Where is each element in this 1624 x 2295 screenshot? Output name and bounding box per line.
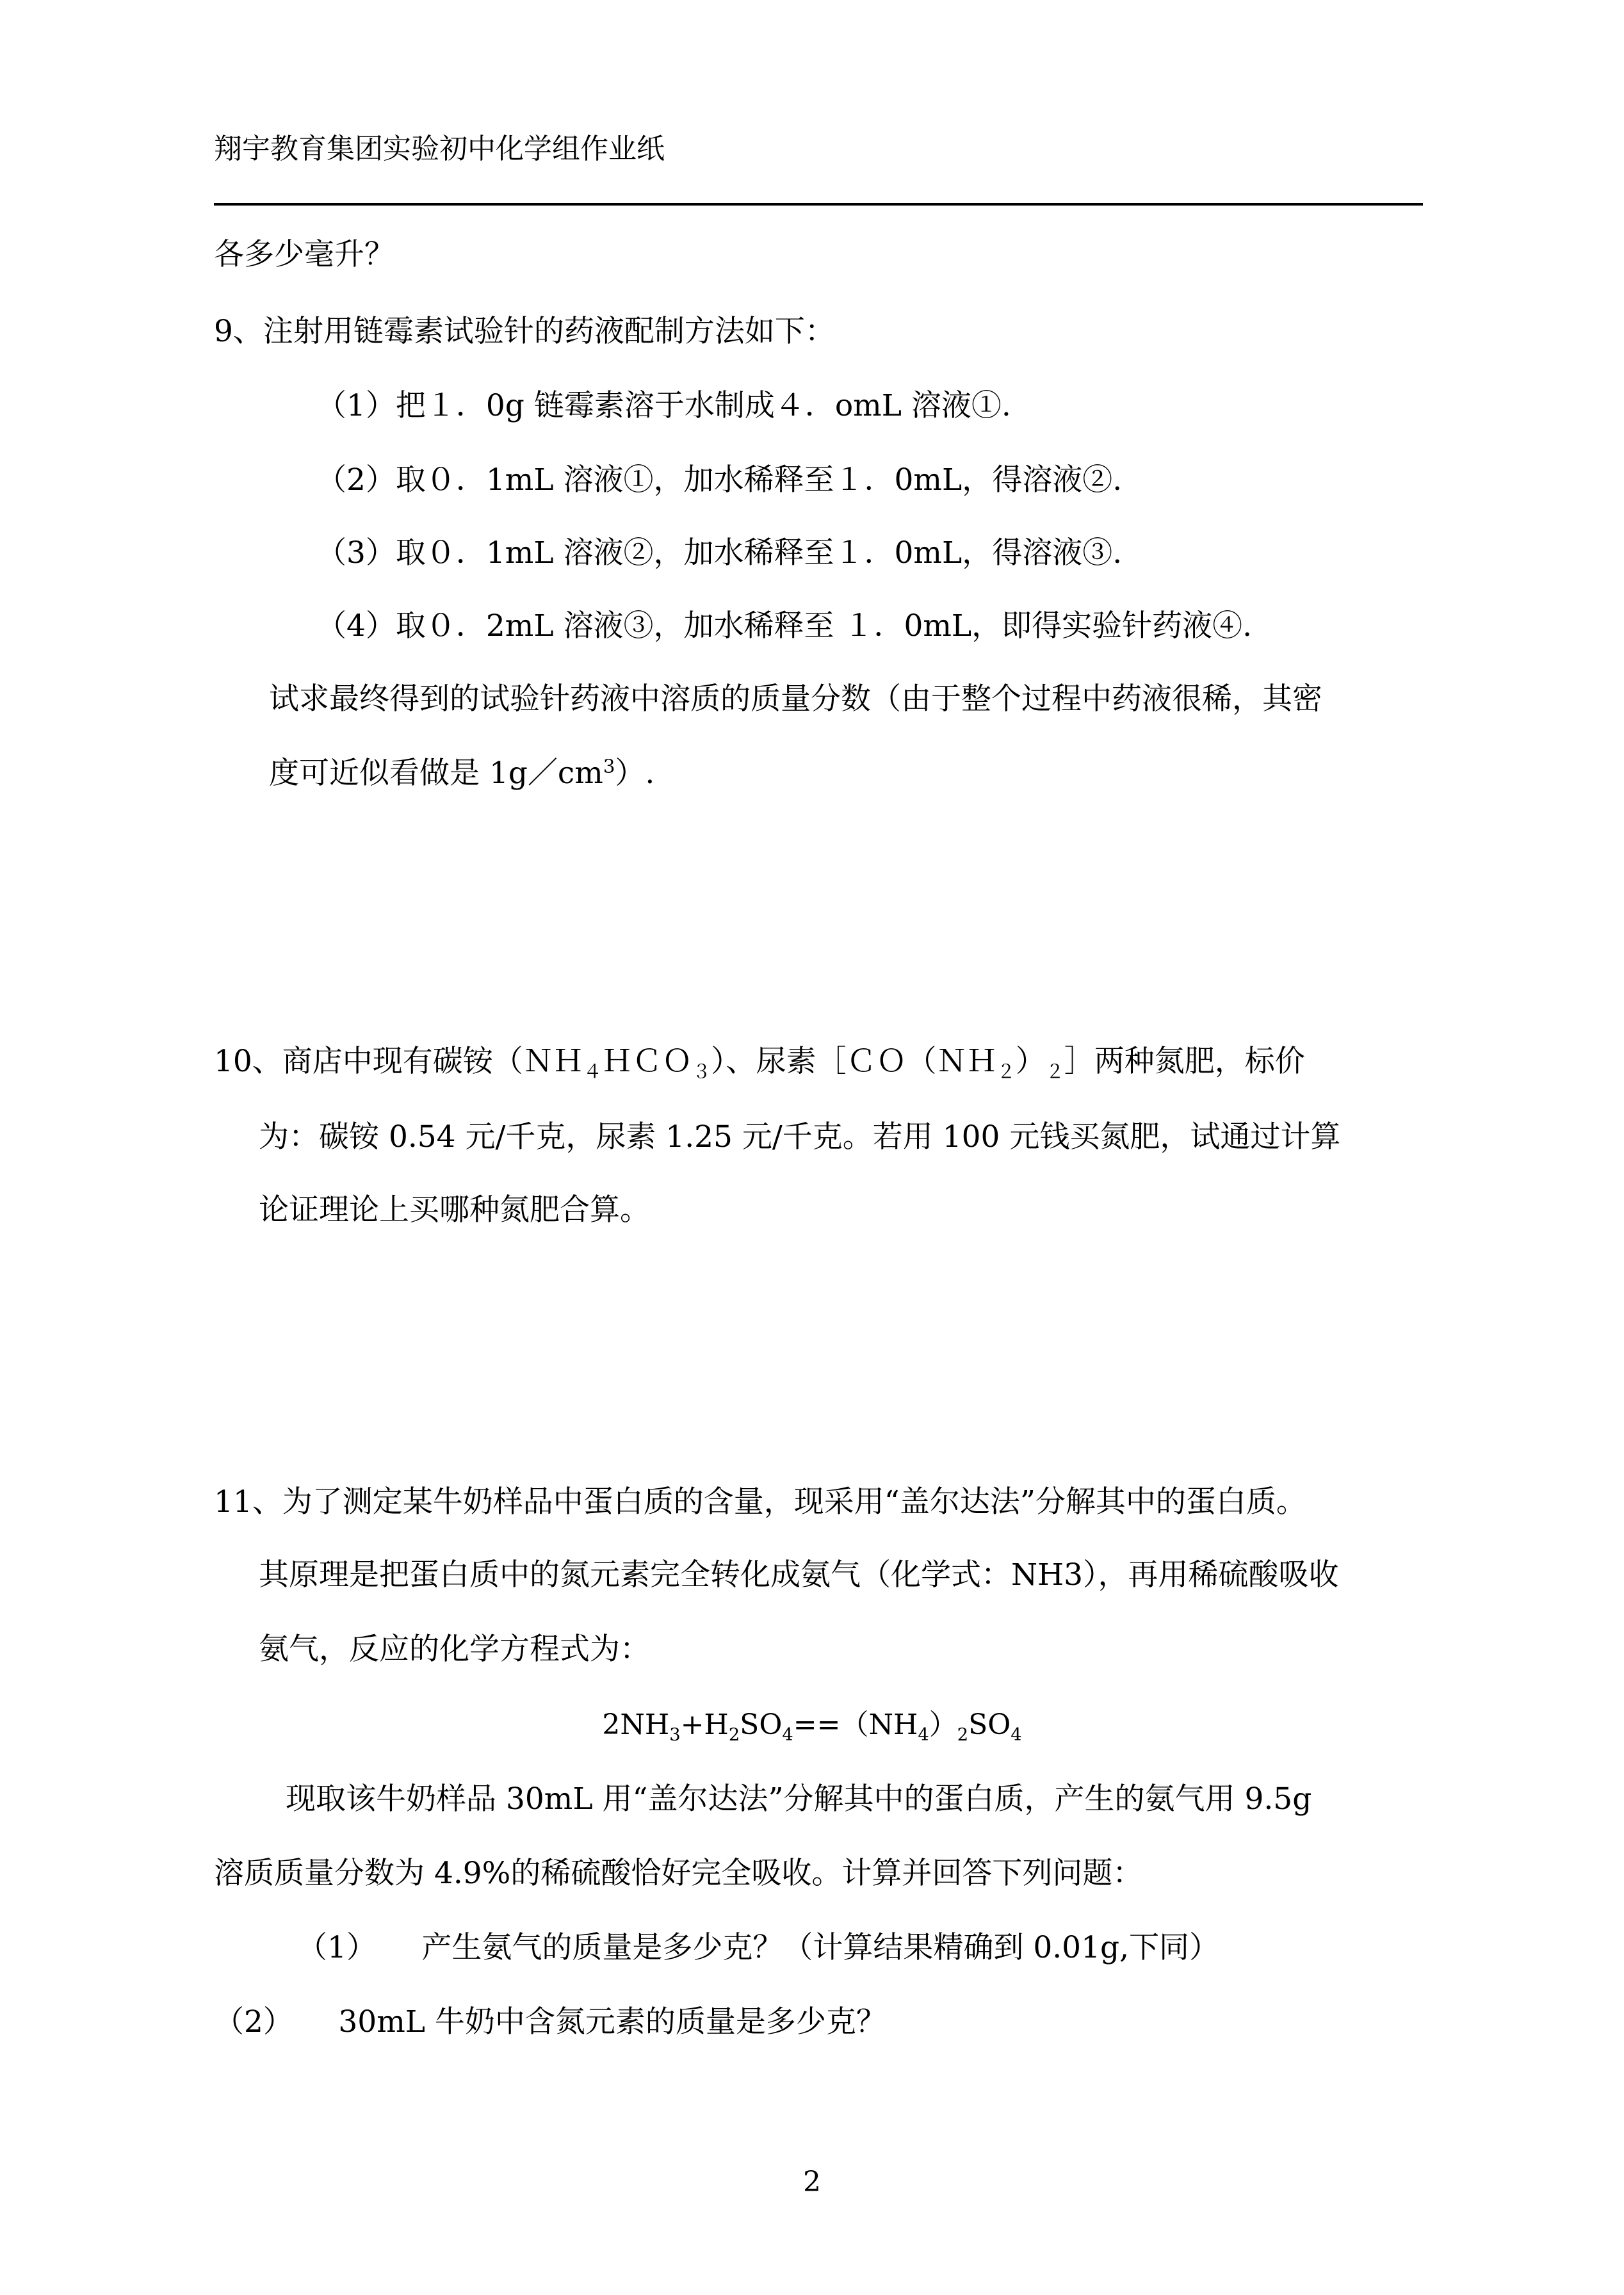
q10-sub-1: ４	[583, 1060, 602, 1083]
q10-sub-3: ２	[996, 1060, 1016, 1083]
q11-line-5: 溶质质量分数为 4.9%的稀硫酸恰好完全吸收。计算并回答下列问题：	[214, 1856, 1143, 1891]
q11-line-4: 现取该牛奶样品 30mL 用“盖尔达法”分解其中的蛋白质，产生的氨气用 9.5g	[286, 1781, 1312, 1817]
q9-step-2: （2）取０．1mL 溶液①，加水稀释至１．0mL，得溶液②.	[316, 462, 1123, 498]
q9-step-4: （4）取０．2mL 溶液③，加水稀释至 １．0mL，即得实验针药液④.	[316, 608, 1253, 644]
eq-part-b: +H	[680, 1708, 729, 1741]
q8-tail: 各多少毫升？	[214, 237, 394, 272]
q10-sub-4: ２	[1045, 1060, 1064, 1083]
q9-ask-text: 度可近似看做是 1g／cm	[269, 756, 603, 791]
eq-sub-3: 4	[782, 1724, 793, 1745]
eq-sub-1: 3	[669, 1724, 681, 1745]
q10-text-c: ）、尿素［ＣＯ（ＮＨ	[711, 1044, 997, 1079]
q11-equation	[0, 1707, 1624, 1743]
q10-line-3: 论证理论上买哪种氮肥合算。	[259, 1192, 650, 1228]
q11-line-3: 氨气，反应的化学方程式为：	[259, 1632, 650, 1667]
page-number: 2	[803, 2166, 821, 2198]
q9-ask-end: ）.	[615, 756, 655, 791]
q11-sub-question-2: （2） 30mL 牛奶中含氮元素的质量是多少克？	[214, 2004, 886, 2040]
q9-step-3: （3）取０．1mL 溶液②，加水稀释至１．0mL，得溶液③.	[316, 535, 1123, 571]
eq-sub-6: 4	[1011, 1724, 1022, 1745]
header-divider	[214, 203, 1423, 206]
eq-part-e: ）	[929, 1708, 957, 1741]
eq-sub-5: 2	[957, 1724, 969, 1745]
q11-sub-question-1: （1） 产生氨气的质量是多少克？（计算结果精确到 0.01g,下同）	[297, 1930, 1220, 1965]
q9-stem: 9、注射用链霉素试验针的药液配制方法如下：	[214, 314, 835, 349]
q9-ask-line-2	[269, 756, 654, 791]
q9-ask-line-1: 试求最终得到的试验针药液中溶质的质量分数（由于整个过程中药液很稀，其密	[269, 681, 1322, 717]
header-title: 翔宇教育集团实验初中化学组作业纸	[214, 133, 665, 165]
eq-part-d: ==（NH	[793, 1708, 918, 1741]
eq-sub-2: 2	[728, 1724, 740, 1745]
q10-text-a: 10、商店中现有碳铵（ＮＨ	[214, 1044, 583, 1079]
q10-sub-2: ３	[692, 1060, 711, 1083]
q11-line-2: 其原理是把蛋白质中的氮元素完全转化成氨气（化学式：NH3），再用稀硫酸吸收	[259, 1557, 1339, 1593]
q10-line-2: 为：碳铵 0.54 元/千克，尿素 1.25 元/千克。若用 100 元钱买氮肥，试通过计算	[259, 1119, 1341, 1155]
eq-part-c: SO	[740, 1708, 783, 1741]
q9-step-1: （1）把１．0g 链霉素溶于水制成４．omL 溶液①.	[316, 388, 1011, 423]
q10-line-1	[214, 1044, 1305, 1083]
q9-ask-superscript: 3	[603, 755, 615, 777]
q10-text-b: ＨＣＯ	[601, 1044, 692, 1079]
q11-line-1: 11、为了测定某牛奶样品中蛋白质的含量，现采用“盖尔达法”分解其中的蛋白质。	[214, 1484, 1306, 1520]
eq-part-a: 2NH	[602, 1708, 670, 1741]
q10-text-d: ）	[1015, 1044, 1046, 1079]
eq-sub-4: 4	[918, 1724, 929, 1745]
eq-part-f: SO	[968, 1708, 1011, 1741]
q10-text-e: ］两种氮肥，标价	[1064, 1044, 1305, 1079]
